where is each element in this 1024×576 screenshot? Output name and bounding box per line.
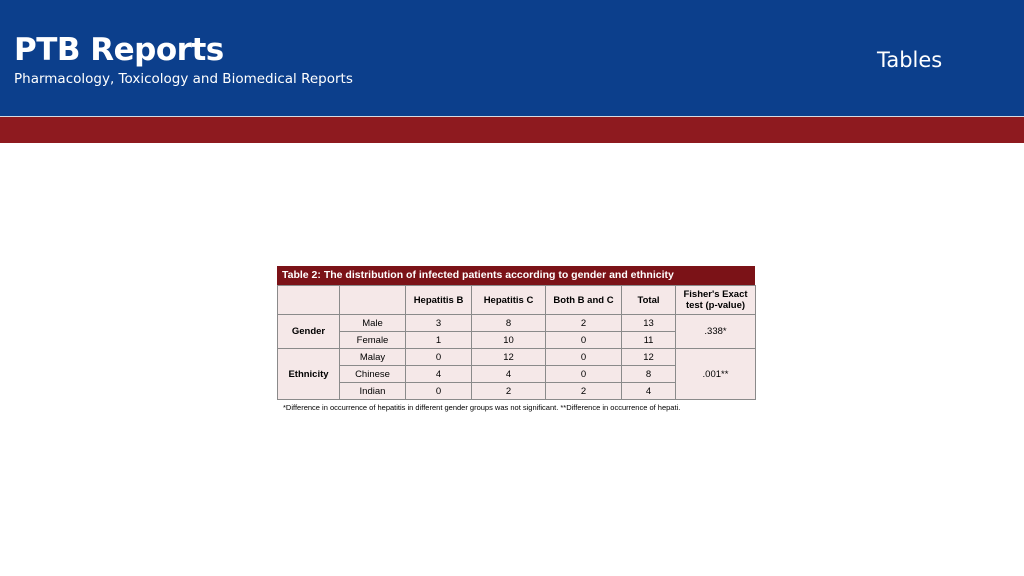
cell-hep-c: 10	[472, 332, 546, 349]
row-label: Indian	[340, 383, 406, 400]
cell-both: 0	[546, 349, 622, 366]
group-label-ethnicity: Ethnicity	[278, 349, 340, 400]
cell-total: 12	[622, 349, 676, 366]
cell-total: 11	[622, 332, 676, 349]
cell-both: 2	[546, 383, 622, 400]
cell-hep-b: 3	[406, 315, 472, 332]
header-cell-group	[278, 286, 340, 315]
cell-both: 0	[546, 366, 622, 383]
table-header-row	[278, 286, 756, 315]
cell-total: 8	[622, 366, 676, 383]
data-table-figure	[277, 266, 755, 400]
header-cell-hepatitis-c: Hepatitis C	[472, 286, 546, 315]
cell-both: 2	[546, 315, 622, 332]
cell-hep-c: 12	[472, 349, 546, 366]
cell-hep-c: 2	[472, 383, 546, 400]
data-table	[277, 285, 756, 400]
table-row	[278, 349, 756, 366]
header-cell-both: Both B and C	[546, 286, 622, 315]
header-cell-total: Total	[622, 286, 676, 315]
table-footnote: *Difference in occurrence of hepatitis in different gender groups was not significant. **Difference in occurrence of hepati.	[283, 403, 681, 412]
table-row	[278, 315, 756, 332]
header-cell-subgroup	[340, 286, 406, 315]
cell-hep-b: 0	[406, 349, 472, 366]
header-cell-hepatitis-b: Hepatitis B	[406, 286, 472, 315]
p-value-gender: .338*	[676, 315, 756, 349]
section-label: Tables	[877, 48, 943, 72]
cell-both: 0	[546, 332, 622, 349]
row-label: Malay	[340, 349, 406, 366]
cell-total: 4	[622, 383, 676, 400]
cell-hep-b: 1	[406, 332, 472, 349]
cell-hep-b: 4	[406, 366, 472, 383]
p-value-ethnicity: .001**	[676, 349, 756, 400]
cell-hep-b: 0	[406, 383, 472, 400]
cell-hep-c: 8	[472, 315, 546, 332]
row-label: Chinese	[340, 366, 406, 383]
row-label: Male	[340, 315, 406, 332]
header-bar	[0, 0, 1024, 116]
row-label: Female	[340, 332, 406, 349]
brand-subtitle: Pharmacology, Toxicology and Biomedical Reports	[14, 71, 353, 87]
cell-total: 13	[622, 315, 676, 332]
group-label-gender: Gender	[278, 315, 340, 349]
cell-hep-c: 4	[472, 366, 546, 383]
header-cell-p-value: Fisher's Exact test (p-value)	[676, 286, 756, 315]
red-accent-band	[0, 117, 1024, 143]
brand-title: PTB Reports	[14, 32, 224, 68]
table-caption: Table 2: The distribution of infected patients according to gender and ethnicity	[277, 266, 755, 285]
